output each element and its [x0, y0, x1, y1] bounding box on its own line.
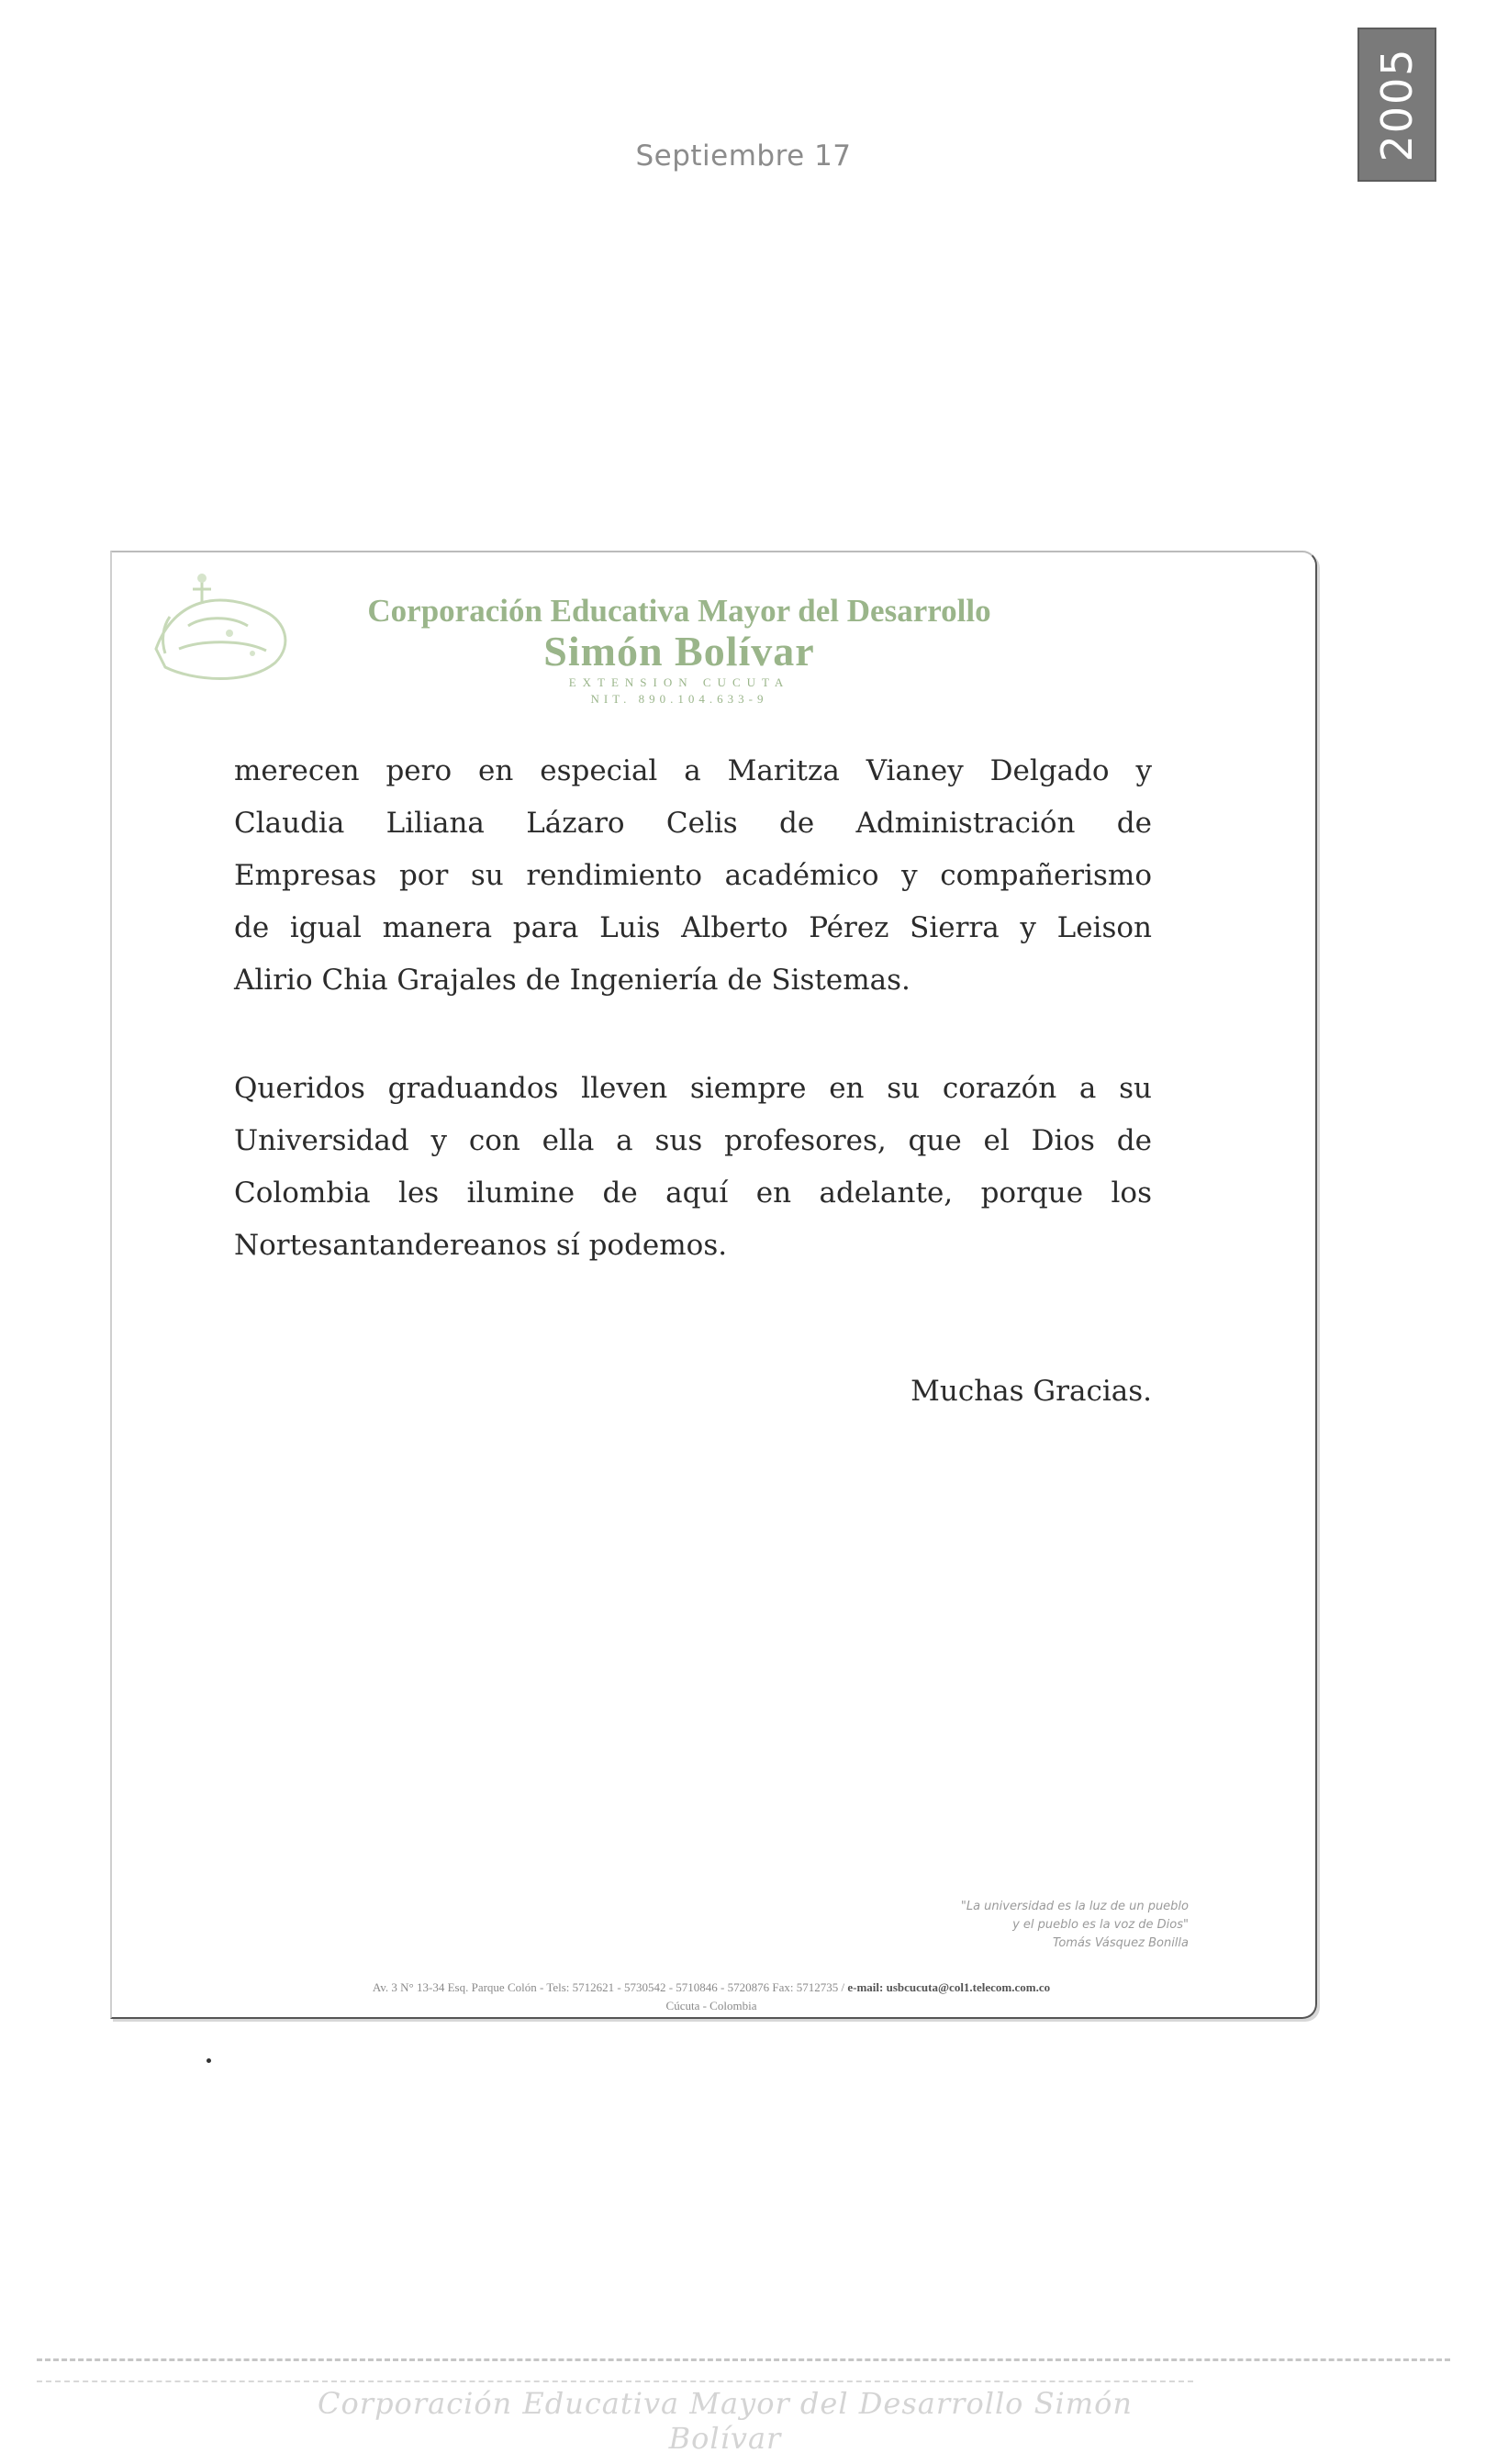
paragraph-line: Universidad y con ella a sus profesores, que el Dios de	[234, 1124, 1152, 1157]
org-extension: EXTENSION CUCUTA	[568, 675, 790, 689]
footer-watermark: Corporación Educativa Mayor del Desarrollo Simón Bolívar	[318, 2386, 1133, 2456]
stray-mark	[207, 2058, 211, 2063]
bottom-divider	[37, 2358, 1450, 2361]
page-date-header: Septiembre 17	[635, 139, 852, 173]
org-nit: NIT. 890.104.633-9	[590, 692, 768, 706]
paragraph-line: Colombia les ilumine de aquí en adelante, porque los	[234, 1176, 1152, 1210]
letter-paragraph-1	[234, 745, 1152, 1007]
footer-city: Cúcuta - Colombia	[665, 1999, 757, 2012]
paragraph-line: Queridos graduandos lleven siempre en su corazón a su	[234, 1072, 1152, 1105]
year-tab	[1357, 28, 1436, 182]
year-tab-label: 2005	[1372, 47, 1422, 162]
letter-closing: Muchas Gracias.	[910, 1375, 1152, 1408]
paragraph-line: Empresas por su rendimiento académico y compañerismo	[234, 859, 1152, 892]
footer-address: Av. 3 N° 13-34 Esq. Parque Colón - Tels: 5712621 - 5730542 - 5710846 - 5720876 Fax: 5712735	[372, 1980, 839, 1994]
paragraph-line: Nortesantandereanos sí podemos.	[234, 1229, 728, 1262]
bottom-divider	[37, 2380, 1193, 2382]
letterhead-quote	[808, 1898, 1189, 1953]
paragraph-line: Alirio Chia Grajales de Ingeniería de Sistemas.	[234, 964, 910, 997]
paragraph-line: Claudia Liliana Lázaro Celis de Administración de	[234, 807, 1152, 840]
paragraph-line: merecen pero en especial a Maritza Vianey Delgado y	[234, 754, 1152, 787]
paragraph-line: de igual manera para Luis Alberto Pérez Sierra y Leison	[234, 911, 1152, 944]
letter-paragraph-2	[234, 1063, 1152, 1272]
quote-line: y el pueblo es la voz de Dios"	[1012, 1918, 1189, 1932]
letterhead-footer: Av. 3 N° 13-34 Esq. Parque Colón - Tels: 5712621 - 5730542 - 5710846 - 5720876 Fax: 5712735 / e-mail: usbcucuta@col1.telecom.com.co Cúcuta - Colombia	[165, 1979, 1257, 2015]
quote-author: Tomás Vásquez Bonilla	[1053, 1936, 1189, 1950]
footer-email: e-mail: usbcucuta@col1.telecom.com.co	[847, 1980, 1051, 1994]
org-subname: Simón Bolívar	[543, 628, 815, 675]
university-seal-logo	[138, 562, 312, 699]
quote-line: "La universidad es la luz de un pueblo	[960, 1900, 1189, 1913]
org-name: Corporación Educativa Mayor del Desarrollo	[367, 593, 991, 629]
